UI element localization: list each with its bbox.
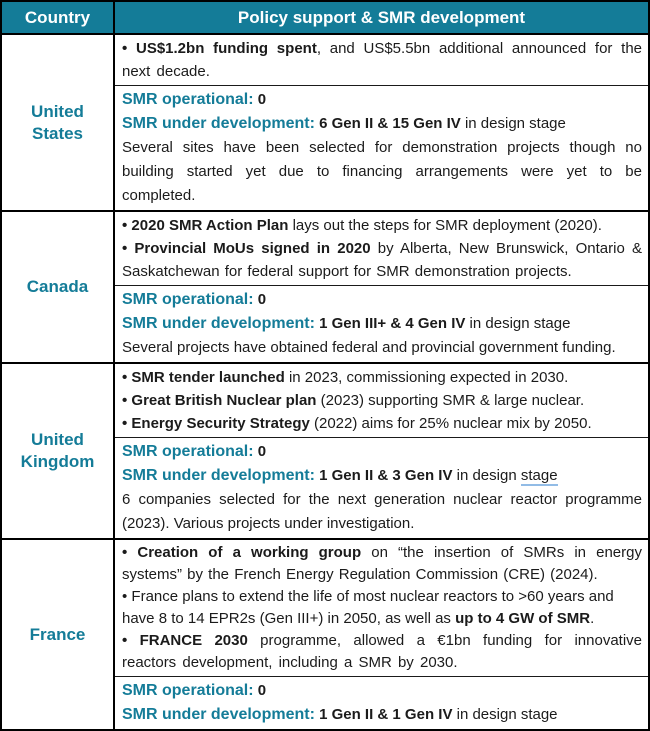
smr-cell-united-kingdom — [114, 438, 649, 540]
bullet-item — [122, 630, 642, 674]
smr-operational-line — [122, 288, 642, 312]
smr-development-value: 1 Gen III+ & 4 Gen IV — [314, 315, 466, 332]
text-segment: • 2020 SMR Action Plan — [122, 217, 289, 234]
row-canada — [1, 211, 649, 286]
bullets-cell-france — [114, 539, 649, 677]
bullet-item — [122, 366, 642, 389]
smr-development-line — [122, 112, 642, 136]
text-segment: by Alberta, New Brunswick, Ontario & Saskatchewan for federal support for SMR demonstration projects. — [122, 240, 642, 280]
text-segment: • Creation of a working group — [122, 544, 362, 561]
smr-operational-label: SMR operational: — [122, 91, 254, 108]
note-paragraph — [122, 488, 642, 536]
row-united-kingdom — [1, 363, 649, 438]
text-segment: • France plans to extend the life of most nuclear reactors to >60 years and have 8 to 14 EPR2s (Gen III+) in 2050, as well as — [122, 588, 614, 627]
text-segment: in 2023, commissioning expected in 2030. — [284, 369, 569, 386]
smr-operational-value: 0 — [253, 682, 267, 699]
smr-operational-line — [122, 440, 642, 464]
smr-cell-france — [114, 677, 649, 731]
text-segment: . — [590, 610, 595, 627]
text-segment: • SMR tender launched — [122, 369, 285, 386]
country-column-header: Country — [1, 1, 114, 34]
text-segment: • US$1.2bn funding spent — [122, 40, 317, 57]
text-segment: in design stage — [465, 315, 571, 332]
smr-operational-value: 0 — [253, 291, 267, 308]
bullets-cell-united-kingdom — [114, 363, 649, 438]
text-segment: programme, allowed a €1bn funding for innovative reactors development, including a SMR by 2030. — [122, 632, 642, 671]
smr-operational-label: SMR operational: — [122, 682, 254, 699]
note-paragraph — [122, 336, 642, 360]
bullet-item — [122, 214, 642, 237]
smr-operational-line — [122, 88, 642, 112]
smr-development-line — [122, 312, 642, 336]
text-segment: in design — [452, 467, 521, 484]
text-segment: , and US$5.5bn additional announced for the next decade. — [122, 40, 643, 80]
text-segment: (2023) supporting SMR & large nuclear. — [316, 392, 585, 409]
policy-column-header: Policy support & SMR development — [114, 1, 649, 34]
text-segment: • Provincial MoUs signed in 2020 — [122, 240, 371, 257]
smr-cell-canada — [114, 286, 649, 364]
country-cell-united-kingdom: United Kingdom — [1, 363, 114, 539]
smr-development-value: 1 Gen II & 3 Gen IV — [314, 467, 453, 484]
note-paragraph — [122, 136, 642, 208]
smr-development-label: SMR under development: — [122, 115, 315, 132]
row-united-states — [1, 34, 649, 86]
text-segment: on “the insertion of SMRs in energy systems” by the French Energy Regulation Commission (CRE) (2024). — [122, 544, 642, 583]
smr-development-value: 1 Gen II & 1 Gen IV — [314, 706, 453, 723]
bullet-item — [122, 389, 642, 412]
text-segment: in design stage — [460, 115, 566, 132]
text-segment: up to 4 GW of SMR — [455, 610, 591, 627]
text-segment: Several projects have obtained federal and provincial government funding. — [122, 339, 616, 356]
country-cell-canada: Canada — [1, 211, 114, 363]
smr-operational-label: SMR operational: — [122, 443, 254, 460]
smr-operational-label: SMR operational: — [122, 291, 254, 308]
text-segment: 6 companies selected for the next generation nuclear reactor programme (2023). Various projects under investigation. — [122, 491, 642, 532]
smr-operational-value: 0 — [253, 91, 267, 108]
country-cell-france: France — [1, 539, 114, 730]
bullet-item — [122, 412, 642, 435]
bullets-cell-united-states — [114, 34, 649, 86]
text-segment: lays out the steps for SMR deployment (2020). — [288, 217, 602, 234]
bullet-item — [122, 586, 642, 630]
text-segment: (2022) aims for 25% nuclear mix by 2050. — [309, 415, 592, 432]
grammar-underlined-word: stage — [520, 467, 558, 484]
country-cell-united-states: United States — [1, 34, 114, 211]
text-segment: • Energy Security Strategy — [122, 415, 310, 432]
text-segment: • Great British Nuclear plan — [122, 392, 317, 409]
text-segment: Several sites have been selected for demonstration projects though no building started yet due to financing arrangements were yet to be completed. — [122, 139, 642, 204]
bullet-item — [122, 37, 642, 83]
smr-development-label: SMR under development: — [122, 467, 315, 484]
header-row — [1, 1, 649, 34]
smr-cell-united-states — [114, 86, 649, 212]
smr-development-value: 6 Gen II & 15 Gen IV — [314, 115, 461, 132]
smr-development-label: SMR under development: — [122, 706, 315, 723]
bullet-item — [122, 237, 642, 283]
bullets-cell-canada — [114, 211, 649, 286]
smr-operational-value: 0 — [253, 443, 267, 460]
bullet-item — [122, 542, 642, 586]
smr-development-label: SMR under development: — [122, 315, 315, 332]
text-segment: • FRANCE 2030 — [122, 632, 248, 649]
row-france — [1, 539, 649, 677]
smr-development-line — [122, 703, 642, 727]
smr-development-line — [122, 464, 642, 488]
text-segment: in design stage — [452, 706, 558, 723]
smr-operational-line — [122, 679, 642, 703]
